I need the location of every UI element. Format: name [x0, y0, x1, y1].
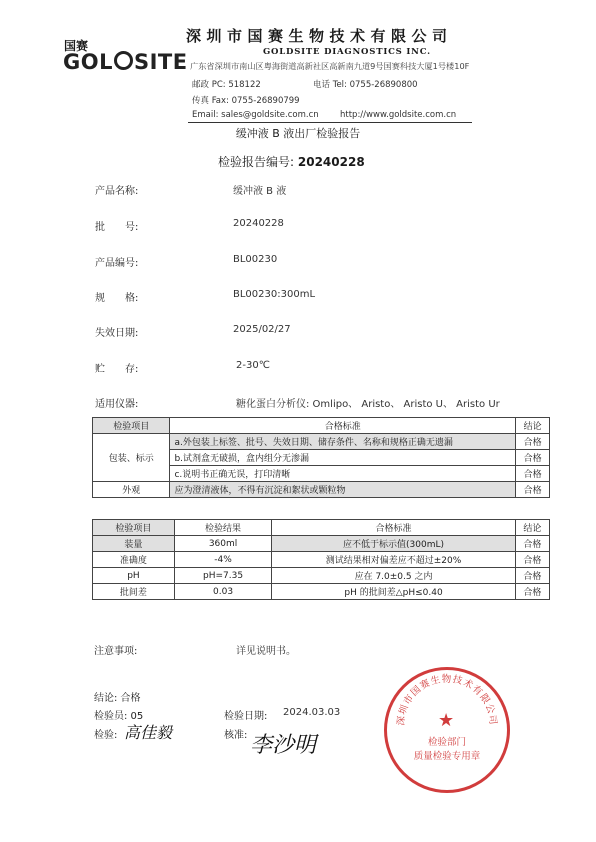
- stamp-line1: 检验部门: [427, 737, 466, 748]
- item-accuracy: 准确度: [93, 552, 175, 568]
- inspection-date: 2024.03.03: [283, 707, 341, 718]
- table-row: [93, 552, 550, 568]
- report-number-row: [218, 153, 365, 170]
- postcode: 邮政 PC: 518122: [192, 80, 261, 90]
- standard-ph: 应在 7.0±0.5 之内: [272, 568, 516, 584]
- result-volume: 360ml: [174, 536, 271, 552]
- logo-text-post: SITE: [133, 50, 188, 74]
- table-row: [93, 434, 550, 450]
- stamp-line2: 质量检验专用章: [413, 751, 481, 762]
- item-ph: pH: [93, 568, 175, 584]
- standard-c: c.说明书正确无误，打印清晰: [170, 466, 516, 482]
- group-label-packaging: 包装、标示: [93, 434, 170, 482]
- checker-label: 检验:: [94, 730, 118, 741]
- table-row: [93, 568, 550, 584]
- standard-accuracy: 测试结果相对偏差应不超过±20%: [272, 552, 516, 568]
- item-batch-diff: 批间差: [93, 584, 175, 600]
- header-conclusion: 结论: [515, 520, 549, 536]
- field-value-batch: 20240228: [233, 218, 284, 229]
- result-accuracy: -4%: [174, 552, 271, 568]
- quality-inspection-stamp: [384, 667, 510, 793]
- fax: 传真 Fax: 0755-26890799: [192, 96, 300, 106]
- result-a: 合格: [516, 434, 550, 450]
- item-volume: 装量: [93, 536, 175, 552]
- standard-batch-diff: pH 的批间差△pH≤0.40: [272, 584, 516, 600]
- company-name-cn: 深圳市国赛生物技术有限公司: [186, 27, 453, 45]
- field-value-product-code: BL00230: [233, 254, 278, 265]
- field-value-product-name: 缓冲液 B 液: [233, 186, 287, 197]
- packaging-table-header: [93, 418, 550, 434]
- field-label-product-name: 产品名称:: [95, 186, 139, 197]
- notes-label: 注意事项:: [94, 646, 138, 657]
- checker-signature: 高佳毅: [124, 723, 173, 742]
- logo-cn: 国赛: [64, 39, 89, 53]
- inspector: 检验员: 05: [94, 711, 144, 722]
- field-label-storage: 贮 存:: [95, 364, 139, 375]
- conclusion-volume: 合格: [515, 536, 549, 552]
- logo-text-pre: GOL: [63, 50, 113, 74]
- field-value-storage: 2-30℃: [236, 360, 270, 371]
- standard-b: b.试剂盒无破损，盒内组分无渗漏: [170, 450, 516, 466]
- appearance-standard: 应为澄清液体，不得有沉淀和絮状或颗粒物: [170, 482, 516, 498]
- reviewer-signature: 李沙明: [250, 733, 317, 758]
- company-address: 广东省深圳市南山区粤海街道高新社区高新南九道9号国赛科技大厦1号楼10F: [190, 61, 470, 71]
- table-row: [93, 584, 550, 600]
- header-conclusion: 结论: [516, 418, 550, 434]
- field-label-expiry: 失效日期:: [95, 328, 139, 339]
- test-table: [92, 519, 550, 600]
- stamp-arc-label: 深圳市国赛生物技术有限公司: [395, 673, 499, 727]
- result-c: 合格: [516, 466, 550, 482]
- report-number-label: 检验报告编号:: [218, 155, 295, 169]
- conclusion: 结论: 合格: [94, 693, 141, 704]
- field-label-instrument: 适用仪器:: [95, 399, 139, 410]
- result-batch-diff: 0.03: [174, 584, 271, 600]
- conclusion-ph: 合格: [515, 568, 549, 584]
- result-b: 合格: [516, 450, 550, 466]
- field-label-product-code: 产品编号:: [95, 258, 139, 269]
- report-title: 缓冲液 B 液出厂检验报告: [235, 127, 361, 140]
- header-item: 检验项目: [93, 418, 170, 434]
- field-value-spec: BL00230:300mL: [233, 289, 316, 300]
- test-table-header: [93, 520, 550, 536]
- company-logo: [63, 50, 188, 74]
- table-row: [93, 482, 550, 498]
- standard-volume: 应不低于标示值(300mL): [272, 536, 516, 552]
- stamp-star-icon: ★: [438, 710, 455, 731]
- standard-a: a.外包装上标签、批号、失效日期、储存条件、名称和规格正确无遗漏: [170, 434, 516, 450]
- conclusion-accuracy: 合格: [515, 552, 549, 568]
- appearance-result: 合格: [516, 482, 550, 498]
- reviewer-label: 核准:: [224, 730, 248, 741]
- telephone: 电话 Tel: 0755-26890800: [313, 80, 418, 90]
- header-standard: 合格标准: [272, 520, 516, 536]
- result-ph: pH=7.35: [174, 568, 271, 584]
- logo-ring-icon: [114, 51, 133, 70]
- website[interactable]: http://www.goldsite.com.cn: [340, 110, 457, 120]
- notes-value: 详见说明书。: [236, 646, 296, 657]
- field-label-batch: 批 号:: [95, 222, 139, 233]
- conclusion-batch-diff: 合格: [515, 584, 549, 600]
- report-number: 20240228: [297, 155, 365, 169]
- company-name-en: GOLDSITE DIAGNOSTICS INC.: [263, 47, 431, 57]
- header-item: 检验项目: [93, 520, 175, 536]
- header-standard: 合格标准: [170, 418, 516, 434]
- field-value-instrument: 糖化蛋白分析仪: Omlipo、 Aristo、 Aristo U、 Aristo Ur: [236, 399, 500, 410]
- table-row: [93, 536, 550, 552]
- inspection-date-label: 检验日期:: [224, 711, 268, 722]
- header-divider: [188, 122, 472, 123]
- appearance-label: 外观: [93, 482, 170, 498]
- header-result: 检验结果: [174, 520, 271, 536]
- field-label-spec: 规 格:: [95, 293, 139, 304]
- packaging-table: [92, 417, 550, 498]
- field-value-expiry: 2025/02/27: [233, 324, 291, 335]
- email[interactable]: Email: sales@goldsite.com.cn: [192, 110, 319, 120]
